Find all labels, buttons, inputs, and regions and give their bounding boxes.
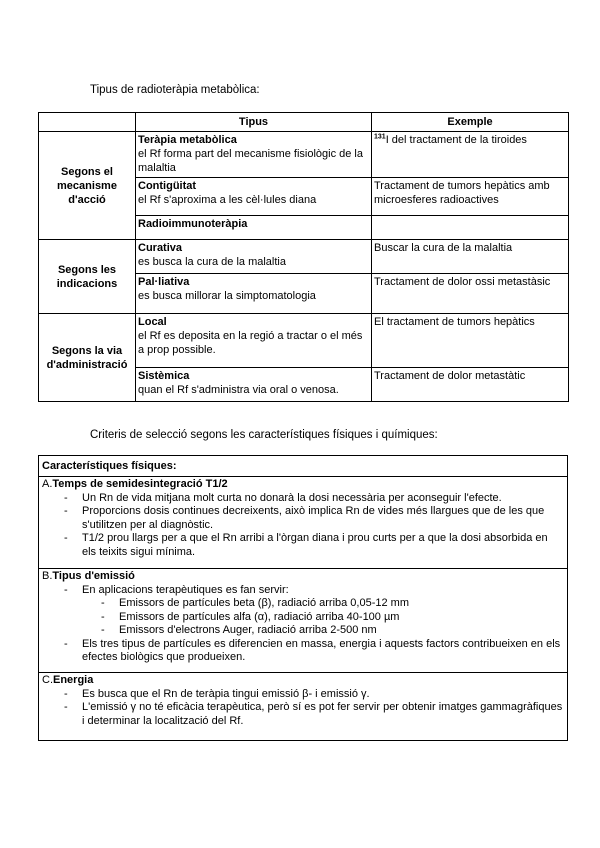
radiotherapy-types-table: [38, 112, 569, 402]
criteria-c-box: [38, 672, 568, 741]
list-item: - Proporcions dosis continues decreixents, això implica Rn de vides més llargues que de les que s'utilitzen per al diagnòstic.: [82, 505, 564, 532]
cell-exemple: Tractament de dolor metastàtic: [372, 368, 569, 402]
cell-tipus: [136, 216, 372, 240]
group-indicacions: Segons les indicacions: [39, 240, 136, 314]
criteria-heading: Característiques físiques:: [42, 460, 177, 472]
cell-exemple: Tractament de dolor ossi metastàsic: [372, 274, 569, 314]
group-mecanisme: Segons el mecanisme d'acció: [39, 132, 136, 240]
group-administracio: Segons la via d'administració: [39, 314, 136, 402]
tipus-title: Local: [138, 316, 167, 328]
cell-tipus: [136, 274, 372, 314]
cell-tipus: [136, 314, 372, 368]
list-item: - Els tres tipus de partícules es diferencien en massa, energia i aquests factors contribueixen en els efectes biològics que produeixen.: [82, 638, 564, 665]
criteria-c-prefix: C.: [42, 674, 53, 686]
list-item: - T1/2 prou llargs per a que el Rn arribi a l'òrgan diana i prou curts per a que la dosi absorbida en els teixits sigui mínima.: [82, 532, 564, 559]
criteria-heading-box: [38, 455, 568, 477]
header-empty: [39, 113, 136, 132]
table-header-row: [39, 113, 569, 132]
cell-exemple: El tractament de tumors hepàtics: [372, 314, 569, 368]
tipus-desc: es busca la cura de la malaltia: [138, 256, 286, 268]
tipus-desc: el Rf es deposita en la regió a tractar o el més a prop possible.: [138, 330, 363, 356]
cell-exemple: [372, 216, 569, 240]
criteria-a-prefix: A.: [42, 478, 53, 490]
list-item: - L'emissió γ no té eficàcia terapèutica, però sí es pot fer servir per obtenir imatges gammagràfiques i determinar la localització del Rf.: [82, 701, 564, 728]
criteria-c-title: Energia: [53, 674, 94, 686]
sublist-item: - Emissors d'electrons Auger, radiació arriba 2-500 nm: [119, 624, 564, 638]
tipus-desc: quan el Rf s'administra via oral o venosa.: [138, 384, 339, 396]
criteria-intro: Criteris de selecció segons les característiques físiques i químiques:: [90, 429, 438, 441]
list-item: - Un Rn de vida mitjana molt curta no donarà la dosi necessària per aconseguir l'efecte.: [82, 492, 564, 506]
tipus-title: Radioimmunoteràpia: [138, 218, 248, 230]
header-tipus: Tipus: [136, 113, 372, 132]
isotope-superscript: 131: [374, 133, 386, 141]
tipus-title: Curativa: [138, 242, 183, 254]
cell-tipus: [136, 240, 372, 274]
tipus-desc: el Rf forma part del mecanisme fisiològic de la malaltia: [138, 148, 363, 174]
criteria-b-title: Tipus d'emissió: [52, 570, 135, 582]
header-exemple: Exemple: [372, 113, 569, 132]
criteria-a-list: [42, 492, 564, 560]
tipus-title: Teràpia metabòlica: [138, 134, 237, 146]
list-item: [82, 584, 564, 638]
criteria-a-title: Temps de semidesintegració T1/2: [52, 478, 228, 490]
tipus-title: Contigüitat: [138, 180, 197, 192]
criteria-c-list: [42, 688, 564, 729]
criteria-b-prefix: B.: [42, 570, 53, 582]
sublist-item: - Emissors de partícules beta (β), radiació arriba 0,05-12 mm: [119, 597, 564, 611]
tipus-desc: el Rf s'aproxima a les cèl·lules diana: [138, 194, 317, 206]
intro-heading: Tipus de radioteràpia metabòlica:: [90, 84, 260, 96]
table-row: [39, 132, 569, 178]
exemple-text: I del tractament de la tiroides: [385, 134, 527, 146]
cell-tipus: [136, 132, 372, 178]
table-row: [39, 314, 569, 368]
cell-exemple: Tractament de tumors hepàtics amb microesferes radioactives: [372, 178, 569, 216]
cell-tipus: [136, 368, 372, 402]
list-item: - Es busca que el Rn de teràpia tingui emissió β- i emissió γ.: [82, 688, 564, 702]
cell-tipus: [136, 178, 372, 216]
tipus-title: Sistèmica: [138, 370, 190, 382]
criteria-b-box: [38, 568, 568, 673]
cell-exemple: [372, 132, 569, 178]
tipus-desc: es busca millorar la simptomatologia: [138, 290, 316, 302]
criteria-b-list: [42, 584, 564, 665]
table-row: [39, 240, 569, 274]
list-item-text: En aplicacions terapèutiques es fan servir:: [82, 583, 289, 596]
cell-exemple: Buscar la cura de la malaltia: [372, 240, 569, 274]
criteria-a-box: [38, 476, 568, 569]
criteria-b-sublist: [82, 597, 564, 638]
tipus-title: Pal·liativa: [138, 276, 190, 288]
sublist-item: - Emissors de partícules alfa (α), radiació arriba 40-100 µm: [119, 611, 564, 625]
